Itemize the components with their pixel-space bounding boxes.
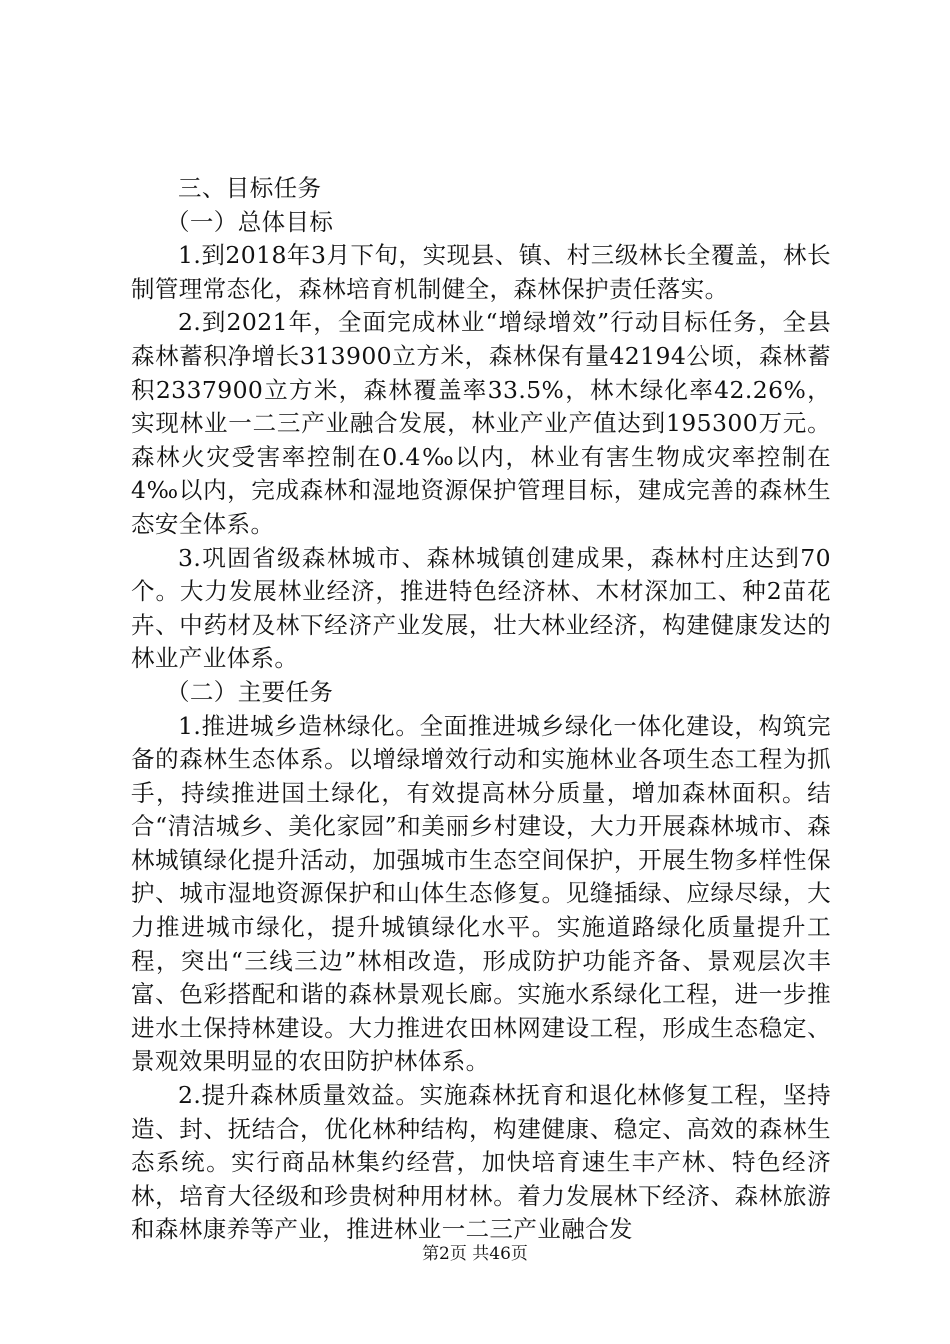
task-paragraph-2: 2.提升森林质量效益。实施森林抚育和退化林修复工程，坚持造、封、抚结合，优化林种结构，构建健康、稳定、高效的森林生态系统。实行商品林集约经营，加快培育速生丰产林、特色经济林，培育大径级和珍贵树种用材林。着力发展林下经济、森林旅游和森林康养等产业，推进林业一二三产业融合发 [131,1081,831,1244]
subsection-heading-overall-goals: （一）总体目标 [166,207,334,236]
task-paragraph-1: 1.推进城乡造林绿化。全面推进城乡绿化一体化建设，构筑完备的森林生态体系。以增绿增效行动和实施林业各项生态工程为抓手，持续推进国土绿化，有效提高林分质量，增加森林面积。结合“清洁城乡、美化家园”和美丽乡村建设，大力开展森林城市、森林城镇绿化提升活动，加强城市生态空间保护，开展生物多样性保护、城市湿地资源保护和山体生态修复。见缝插绿、应绿尽绿，大力推进城市绿化，提升城镇绿化水平。实施道路绿化质量提升工程，突出“三线三边”林相改造，形成防护功能齐备、景观层次丰富、色彩搭配和谐的森林景观长廊。实施水系绿化工程，进一步推进水土保持林建设。大力推进农田林网建设工程，形成生态稳定、景观效果明显的农田防护林体系。 [131,711,831,1076]
page-footer [0,1244,950,1264]
goal-paragraph-1: 1.到2018年3月下旬，实现县、镇、村三级林长全覆盖，林长制管理常态化，森林培育机制健全，森林保护责任落实。 [131,241,831,303]
page-number-indicator: 第2页 共46页 [422,1244,528,1264]
section-heading: 三、目标任务 [178,174,322,202]
goal-paragraph-3: 3.巩固省级森林城市、森林城镇创建成果，森林村庄达到70个。大力发展林业经济，推进特色经济林、木材深加工、种2苗花卉、中药材及林下经济产业发展，壮大林业经济，构建健康发达的林业产业体系。 [131,543,831,673]
subsection-heading-main-tasks: （二）主要任务 [166,677,334,706]
document-body [131,172,831,1247]
goal-paragraph-2: 2.到2021年，全面完成林业“增绿增效”行动目标任务，全县森林蓄积净增长313900立方米，森林保有量42194公顷，森林蓄积2337900立方米，森林覆盖率33.5%，林木绿化率42.26%，实现林业一二三产业融合发展，林业产业产值达到195300万元。森林火灾受害率控制在0.4‰以内，林业有害生物成灾率控制在4‰以内，完成森林和湿地资源保护管理目标，建成完善的森林生态安全体系。 [131,308,831,538]
